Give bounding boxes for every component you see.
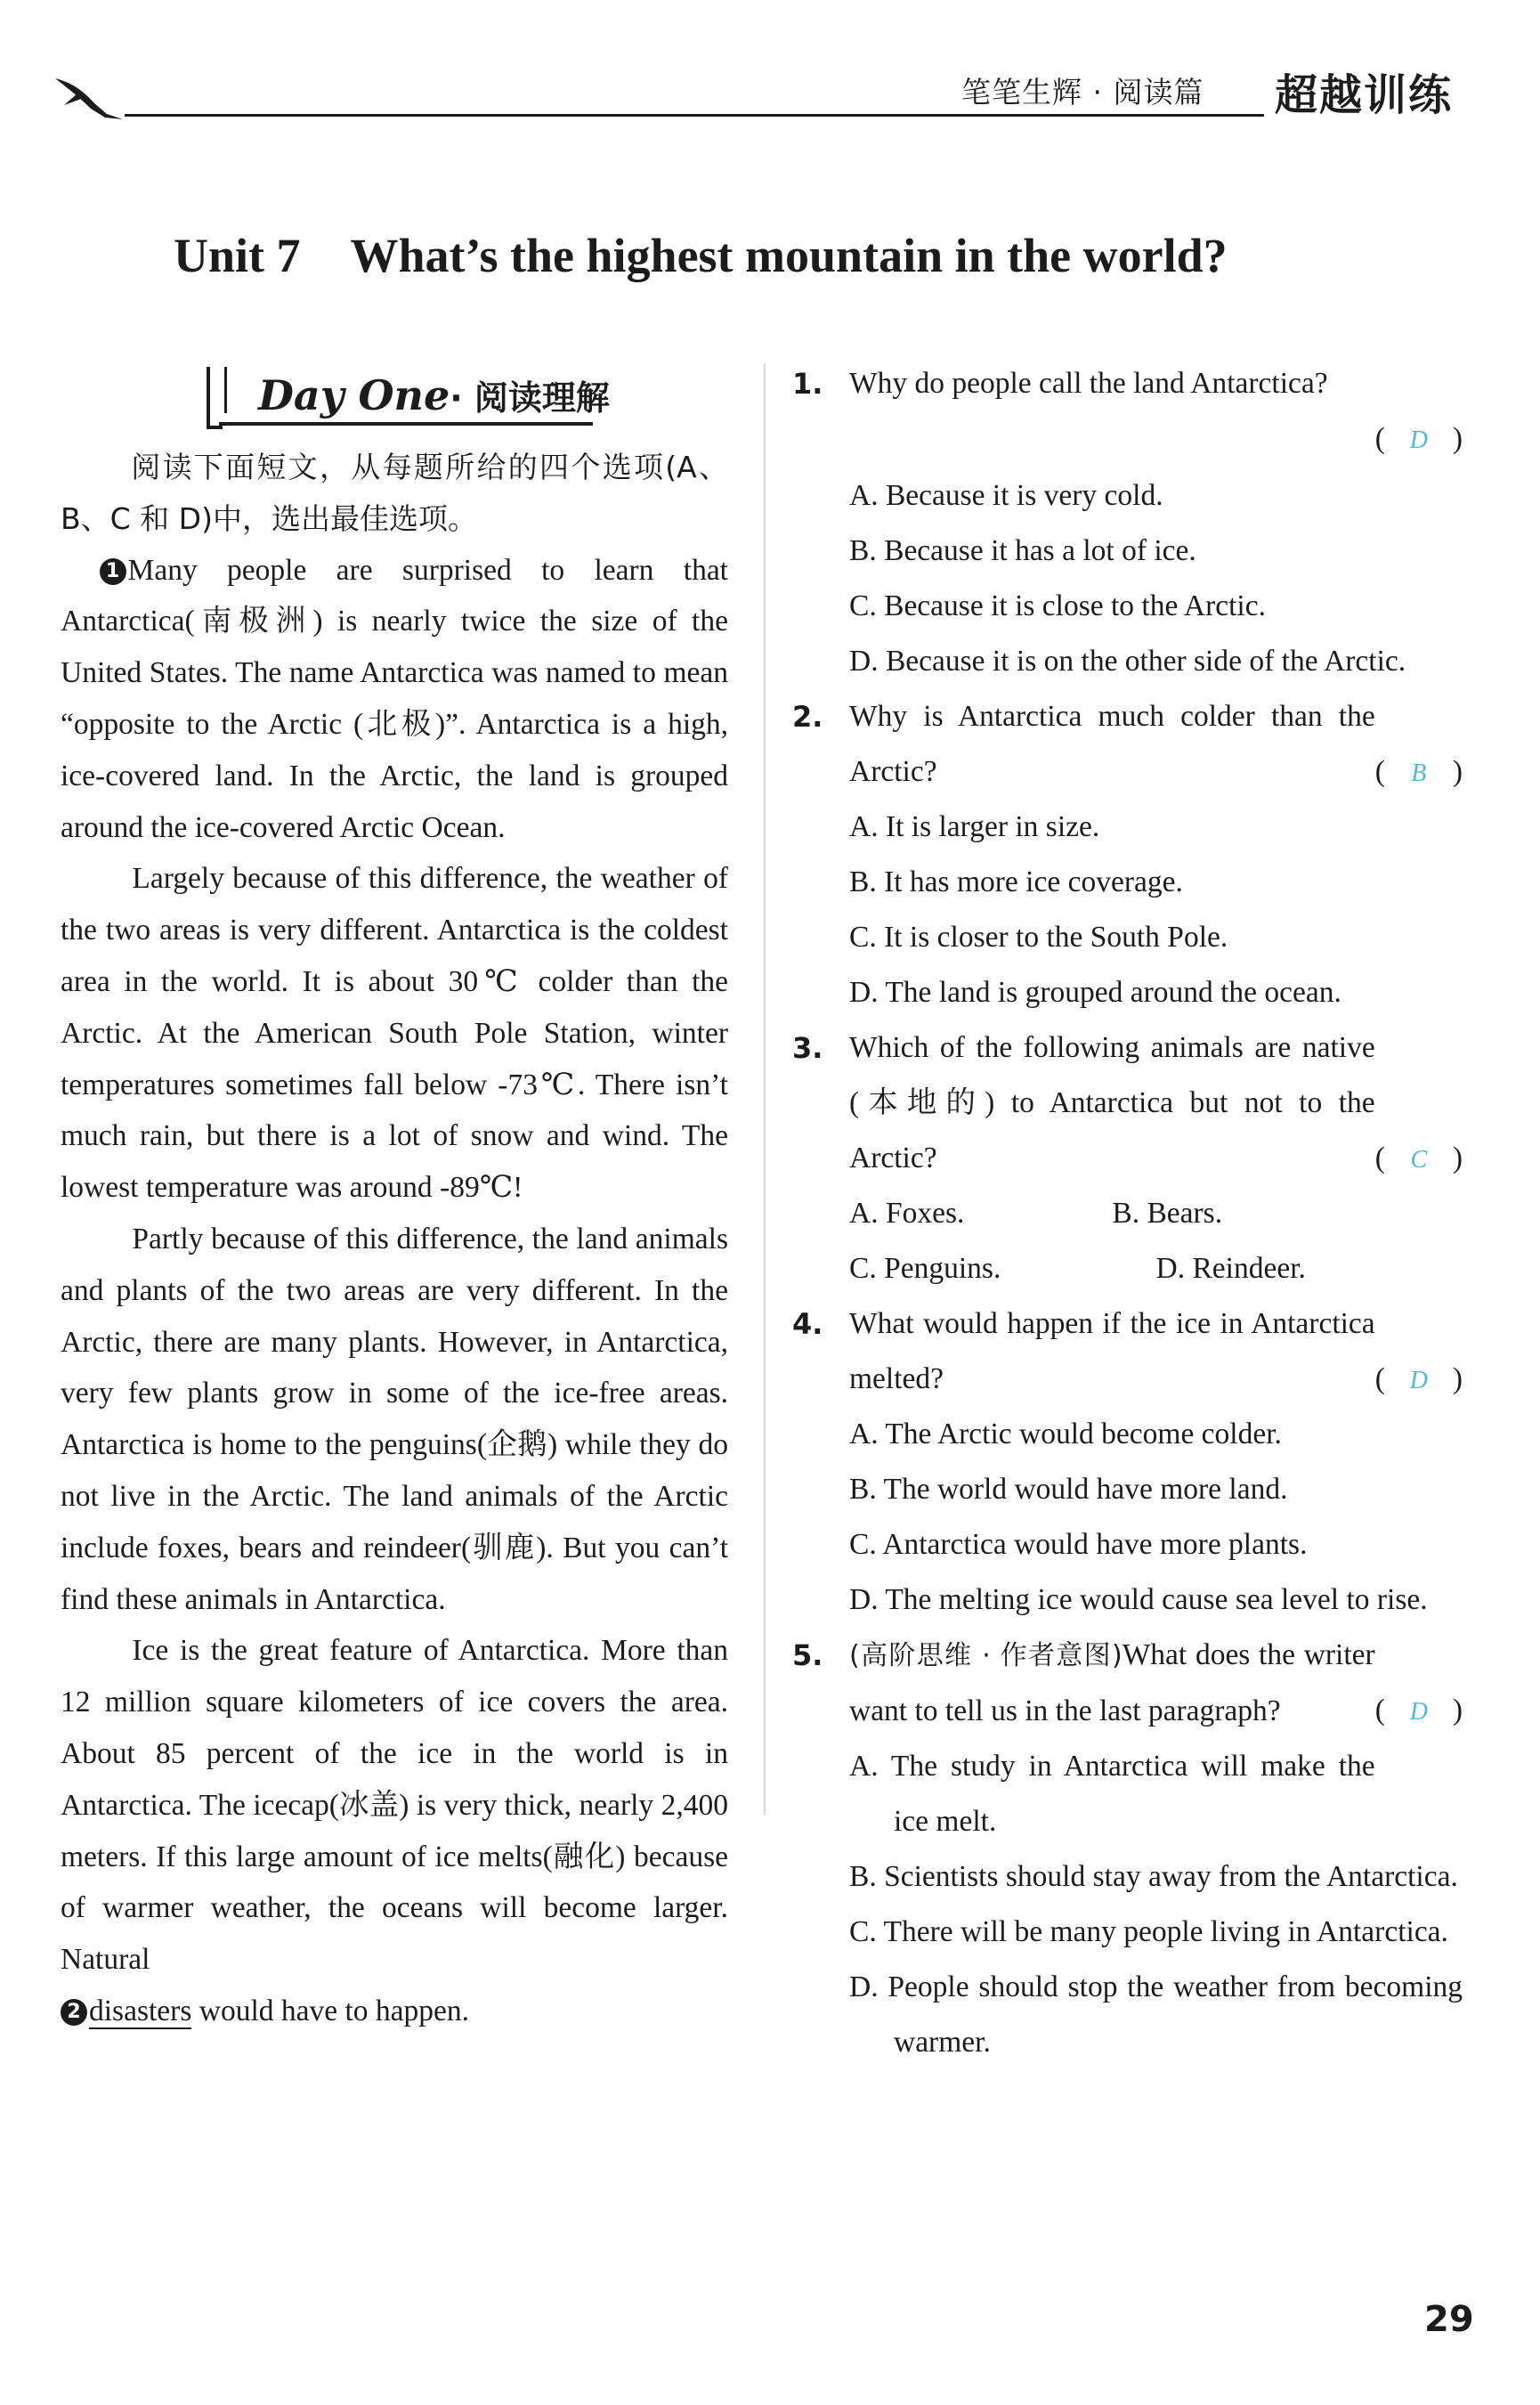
paragraph-3: Partly because of this difference, the land animals and plants of the two areas are very different. In the Arctic, there are many plants. However, in Antarctica, very few plants grow in some of the ice-free areas. Antarctica is home to the penguins(企鹅) while they do not live in the Arctic. The land animals of the Arctic include foxes, bears and reindeer(驯鹿). But you can’t find these animals in Antarctica. xyxy=(61,1222,728,1616)
option: D. The land is grouped around the ocean. xyxy=(849,976,1341,1009)
question-tag: (高阶思维 · 作者意图) xyxy=(849,1640,1123,1671)
option: C. Penguins. xyxy=(849,1252,1001,1285)
question-stem xyxy=(790,1020,1463,1186)
section-label: · 阅读理解 xyxy=(450,378,610,418)
paragraph-2: Largely because of this difference, the weather of the two areas is very different. Antarctica is the coldest area in the world. It is about 30℃ colder than the Arctic. At the American South Pole Station, winter temperatures sometimes fall below -73℃. There isn’t much rain, but there is a lot of snow and wind. The lowest temperature was around -89℃! xyxy=(61,862,728,1205)
option: D. People should stop the weather from becoming warmer. xyxy=(849,1970,1463,2059)
question-number: 1. xyxy=(792,367,823,401)
paragraph-5-text: would have to happen. xyxy=(191,1994,470,2027)
option: D. Reindeer. xyxy=(1155,1252,1306,1285)
question-list xyxy=(790,356,1463,2070)
section-heading xyxy=(207,367,610,426)
option: C. Antarctica would have more plants. xyxy=(849,1528,1308,1561)
header-brand: 超越训练 xyxy=(1275,70,1454,120)
page-title xyxy=(174,228,1228,283)
question-number: 5. xyxy=(792,1638,823,1672)
paragraph-4: Ice is the great feature of Antarctica. More than 12 million square kilometers of ice covers the area. About 85 percent of the ice in the world is in Antarctica. The icecap(冰盖) is very thick, nearly 2,400 meters. If this large amount of ice melts(融化) because of warmer weather, the oceans will become larger. Natural xyxy=(61,1634,728,1977)
bird-logo-icon xyxy=(52,69,132,123)
unit-number: Unit 7 xyxy=(174,229,301,282)
question-3 xyxy=(790,1020,1463,1296)
question-1 xyxy=(790,356,1463,689)
bracket-close: ) xyxy=(1452,1362,1463,1395)
option: D. The melting ice would cause sea level to rise. xyxy=(849,1583,1428,1616)
bracket-open: ( xyxy=(1374,1142,1385,1174)
question-2 xyxy=(790,689,1463,1020)
bracket-open: ( xyxy=(1374,1694,1385,1727)
answer-bracket xyxy=(1375,1352,1463,1409)
question-stem xyxy=(790,356,1463,411)
question-stem xyxy=(790,1296,1463,1407)
question-number: 4. xyxy=(792,1307,823,1341)
instructions: 阅读下面短文，从每题所给的四个选项(A、B、C 和 D)中，选出最佳选项。 xyxy=(61,450,728,536)
option-row xyxy=(790,1186,1375,1241)
answer-bracket xyxy=(1375,1131,1463,1188)
header-series: 笔笔生辉 · 阅读篇 xyxy=(961,75,1204,110)
heading-bracket-inner xyxy=(224,367,232,413)
question-text: Why is Antarctica much colder than the Arctic? xyxy=(849,700,1375,788)
answer-letter: B xyxy=(1411,760,1427,787)
question-number: 2. xyxy=(792,700,823,734)
paragraph-5 xyxy=(61,1986,728,2037)
option: B. Scientists should stay away from the Antarctica. xyxy=(849,1860,1458,1893)
question-number: 3. xyxy=(792,1031,823,1065)
bracket-close: ) xyxy=(1452,755,1463,788)
paragraph-1 xyxy=(61,545,728,854)
option: A. The study in Antarctica will make the ice melt. xyxy=(849,1750,1375,1838)
option: C. It is closer to the South Pole. xyxy=(849,921,1228,954)
section-title xyxy=(258,370,610,419)
answer-letter: C xyxy=(1410,1146,1428,1174)
bracket-open: ( xyxy=(1374,422,1385,455)
answer-row xyxy=(790,411,1463,468)
option: B. Because it has a lot of ice. xyxy=(849,534,1196,567)
option: A. The Arctic would become colder. xyxy=(849,1418,1282,1450)
bracket-open: ( xyxy=(1374,755,1385,788)
question-4 xyxy=(790,1296,1463,1628)
paragraph-marker-1: 1 xyxy=(100,558,126,585)
heading-underline xyxy=(219,422,593,426)
option: D. Because it is on the other side of the Arctic. xyxy=(849,645,1406,678)
answer-bracket xyxy=(1375,422,1463,455)
question-5 xyxy=(790,1628,1463,2070)
question-text: Why do people call the land Antarctica? xyxy=(849,367,1328,400)
bracket-close: ) xyxy=(1452,422,1463,455)
bracket-open: ( xyxy=(1374,1362,1385,1395)
answer-letter: D xyxy=(1409,1698,1428,1726)
option: C. Because it is close to the Arctic. xyxy=(849,589,1266,622)
unit-title-text: What’s the highest mountain in the world? xyxy=(350,229,1228,282)
question-text: What would happen if the ice in Antarctica melted? xyxy=(849,1307,1375,1395)
day-label: Day One xyxy=(258,371,450,419)
bracket-close: ) xyxy=(1452,1142,1463,1174)
option: B. It has more ice coverage. xyxy=(849,865,1183,898)
paragraph-marker-2: 2 xyxy=(61,1999,87,2026)
option-row xyxy=(790,1241,1463,1296)
question-text: Which of the following animals are native (本地的) to Antarctica but not to the Arctic? xyxy=(849,1031,1375,1174)
paragraph-1-text: Many people are surprised to learn that Antarctica(南极洲) is nearly twice the size of the United States. The name Antarctica was named to mean “opposite to the Arctic (北极)”. Antarctica is a high, ice-covered land. In the Arctic, the land is grouped around the ice-covered Arctic Ocean. xyxy=(61,553,728,844)
option: A. Foxes. xyxy=(849,1197,965,1230)
question-stem xyxy=(790,689,1463,800)
reading-passage xyxy=(61,442,728,2037)
header-rule xyxy=(125,114,1264,117)
option: B. Bears. xyxy=(1112,1197,1223,1230)
option: A. It is larger in size. xyxy=(849,810,1100,843)
underlined-word: disasters xyxy=(89,1994,192,2027)
question-stem xyxy=(790,1628,1463,1739)
answer-letter: D xyxy=(1409,1367,1428,1394)
page-number: 29 xyxy=(1424,2299,1474,2340)
answer-letter: D xyxy=(1409,427,1428,454)
question-text: What does the writer want to tell us in the last paragraph? xyxy=(849,1638,1375,1727)
option: C. There will be many people living in Antarctica. xyxy=(849,1915,1448,1948)
column-divider xyxy=(764,363,766,1815)
option: A. Because it is very cold. xyxy=(849,479,1163,512)
answer-bracket xyxy=(1375,1683,1463,1740)
option: B. The world would have more land. xyxy=(849,1473,1288,1506)
heading-bracket xyxy=(207,367,223,429)
answer-bracket xyxy=(1375,744,1463,801)
bracket-close: ) xyxy=(1452,1694,1463,1727)
